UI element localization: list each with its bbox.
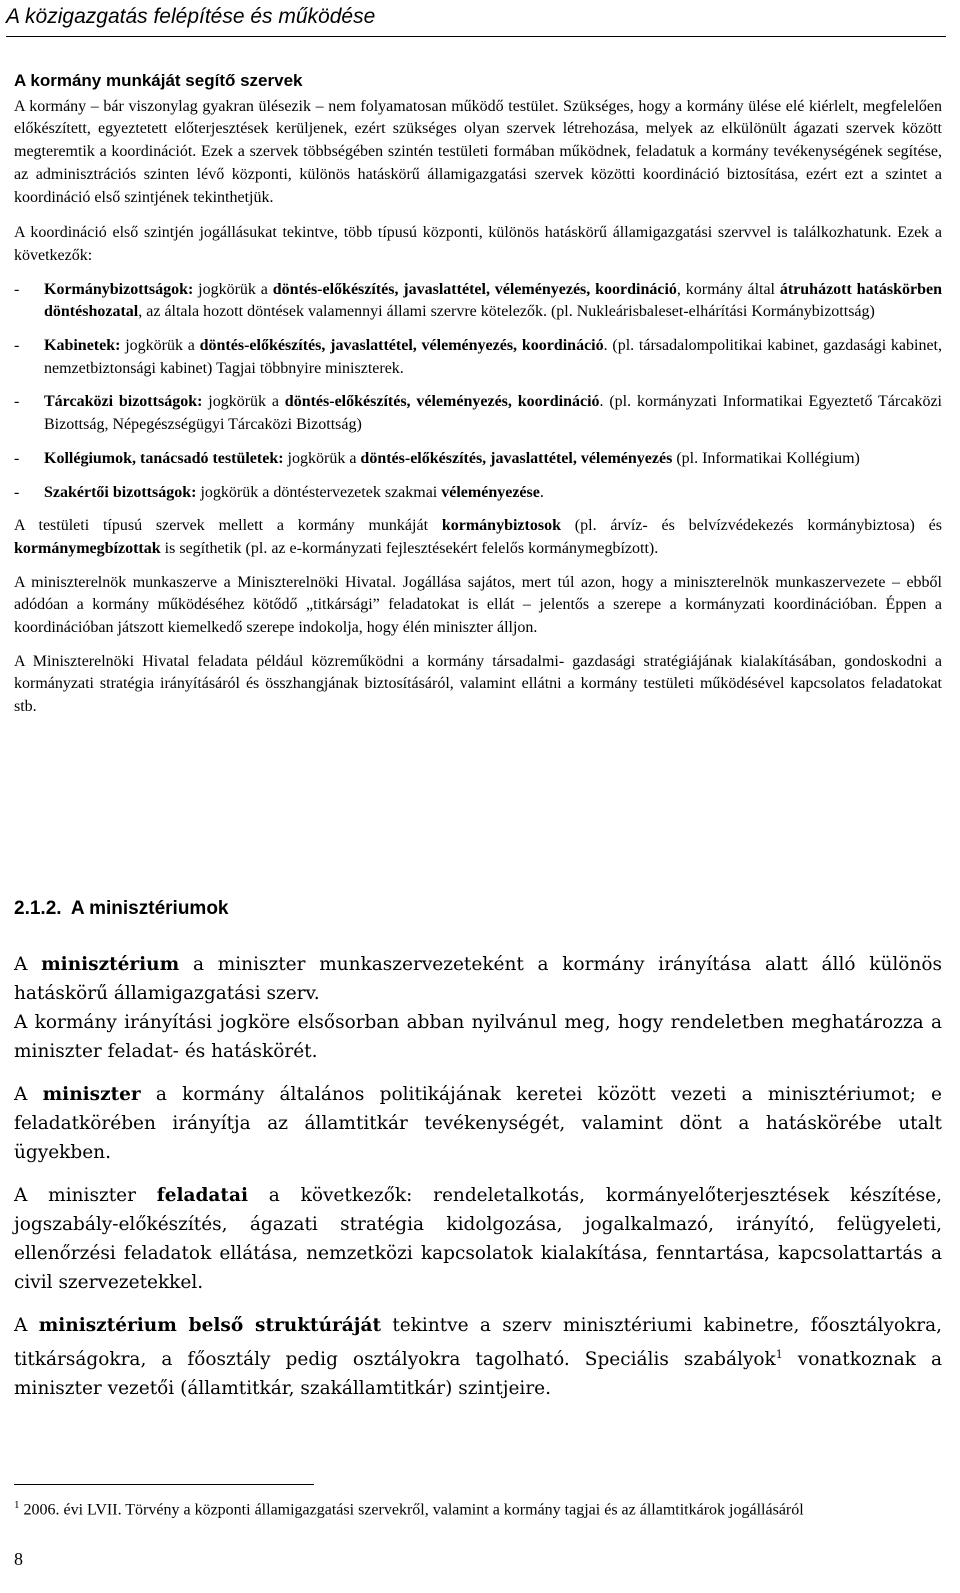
ministries-body: [14, 950, 942, 1403]
text-run: A: [14, 954, 42, 975]
bold-term: döntés-előkészítés, javaslattétel, véleményezés, koordináció: [199, 337, 604, 355]
list-dash: -: [14, 337, 20, 355]
bold-term: döntés-előkészítés, javaslattétel, véleményezés: [360, 449, 673, 467]
paragraph: A koordináció első szintjén jogállásukat tekintve, több típusú központi, különös hatáskörű államigazgatási szervvel is találkozhatunk. Ezek a következők:: [14, 224, 942, 264]
paragraph: [14, 1311, 942, 1403]
bold-term: Kabinetek:: [44, 337, 121, 355]
footnote-text: 2006. évi LVII. Törvény a központi államigazgatási szervekről, valamint a kormány tagjai és az államtitkárok jogállásáról: [19, 1501, 804, 1519]
paragraph: [14, 950, 942, 1008]
paragraph: [14, 1080, 942, 1167]
section-heading: A kormány munkáját segítő szervek: [14, 71, 303, 90]
bold-term: kormánybiztosok: [441, 517, 561, 535]
bold-term: véleményezése: [441, 483, 540, 501]
bold-term: Szakértői bizottságok:: [44, 483, 197, 501]
bold-term: Kollégiumok, tanácsadó testületek:: [44, 449, 284, 467]
text-run: A: [14, 1084, 43, 1105]
paragraph: [14, 515, 942, 560]
paragraph: A Miniszterelnöki Hivatal feladata például közreműködni a kormány társadalmi- gazdasági stratégiájának kialakításában, gondoskodni a kormányzati stratégia irányításáról és összhangjának biztosításáról, valamint ellátni a kormány testületi működésével kapcsolatos feladatokat stb.: [14, 652, 942, 716]
footnote-separator: [14, 1484, 314, 1485]
text-run: jogkörük a: [283, 449, 361, 467]
running-header-title: A közigazgatás felépítése és működése: [6, 5, 376, 28]
text-run: (pl. Informatikai Kollégium): [672, 449, 860, 467]
section-title-text: A minisztériumok: [70, 898, 229, 919]
text-run: . (pl. kormányzati Informatikai Egyeztető Tárcaközi Bizottság, Népegészségügyi Tárcaközi Bizottság): [44, 393, 943, 434]
paragraph: A kormány – bár viszonylag gyakran ülésezik – nem folyamatosan működő testület. Szükséges, hogy a kormány ülése elé kiérlelt, megfelelően előkészített, egyeztetett előterjesztések kerüljenek, ezért szükséges olyan szervek létrehozása, melyek az elkülönült ágazati szervek között megteremtik a koordinációt. Ezek a szervek többségében szintén testületi formában működnek, feladatuk a kormány tevékenységének segítése, az adminisztrációs szinten lévő központi, különös hatáskörű államigazgatási szervek közötti koordináció biztosítása, ezért ezt a szintet a koordináció első szintjének tekinthetjük.: [14, 97, 942, 206]
bold-term: minisztérium belső struktúráját: [38, 1315, 381, 1336]
bold-term: átruházott hatáskörben döntéshozatal: [44, 280, 943, 321]
list-item: [14, 391, 942, 436]
paragraph: [14, 1181, 942, 1297]
bold-term: minisztérium: [41, 954, 180, 975]
text-run: , az általa hozott döntések valamennyi állami szervre kötelezők. (pl. Nukleárisbaleset-elhárítási Kormánybizottság): [138, 303, 875, 321]
organ-type-list: [14, 279, 942, 505]
paragraph: A kormány irányítási jogköre elsősorban abban nyilvánul meg, hogy rendeletben meghatározza a miniszter feladat- és hatáskörét.: [14, 1012, 942, 1062]
running-header: [6, 4, 946, 37]
list-dash: -: [14, 483, 20, 501]
text-run: jogkörük a döntéstervezetek szakmai: [196, 483, 442, 501]
section-ministries: [14, 898, 942, 920]
text-run: A: [14, 1315, 39, 1336]
bold-term: feladatai: [156, 1185, 248, 1206]
text-run: A testületi típusú szervek mellett a kormány munkáját: [14, 517, 442, 535]
text-run: (pl. árvíz- és belvízvédekezés kormánybiztosa) és: [560, 517, 942, 535]
text-run: is segíthetik (pl. az e-kormányzati fejlesztésekért felelős kormánymegbízott).: [160, 539, 659, 557]
bold-term: kormánymegbízottak: [14, 539, 161, 557]
text-run: tekintve a szerv minisztériumi kabinetre, főosztályokra, titkárságokra, a főosztály pedig osztályokra tagolható. Speciális szabályok: [14, 1315, 943, 1371]
text-run: a miniszter munkaszervezeteként a kormány irányítása alatt álló különös hatáskörű államigazgatási szerv.: [14, 954, 942, 1004]
list-dash: -: [14, 393, 20, 411]
bold-term: miniszter: [42, 1084, 141, 1105]
footnote: [14, 1494, 942, 1521]
text-run: jogkörük a: [202, 393, 285, 411]
paragraph: A miniszterelnök munkaszerve a Miniszterelnöki Hivatal. Jogállása sajátos, mert túl azon, hogy a miniszterelnök munkaszervezete – ebből adódóan a kormány működéséhez kötődő „titkársági” feladatokat is ellát – jelentős a szerepe a kormányzati koordinációban. Éppen a koordinációban játszott kiemelkedő szerepe indokolja, hogy élén miniszter álljon.: [14, 573, 942, 637]
section-support-bodies: [14, 70, 942, 719]
bold-term: Kormánybizottságok:: [44, 280, 194, 298]
list-item: [14, 482, 942, 505]
list-dash: -: [14, 280, 20, 298]
bold-term: döntés-előkészítés, javaslattétel, véleményezés, koordináció: [272, 280, 677, 298]
list-dash: -: [14, 449, 20, 467]
text-run: a következők: rendeletalkotás, kormányelőterjesztések készítése, jogszabály-előkészítés, ágazati stratégia kidolgozása, jogalkalmazó, irányító, felügyeleti, ellenőrzési feladatok ellátása, nemzetközi kapcsolatok kialakítása, fenntartása, kapcsolattartás a civil szervezetekkel.: [14, 1185, 942, 1293]
footnote-reference[interactable]: 1: [775, 1348, 783, 1361]
section-title: [14, 898, 942, 920]
text-run: a kormány általános politikájának keretei között vezeti a minisztériumot; e feladatkörében irányítja az államtitkár tevékenységét, valamint dönt a hatáskörébe utalt ügyekben.: [14, 1084, 943, 1163]
list-item: [14, 335, 942, 380]
bold-term: döntés-előkészítés, véleményezés, koordináció: [284, 393, 600, 411]
text-run: . (pl. társadalompolitikai kabinet, gazdasági kabinet, nemzetbiztonsági kabinet) Tagjai többnyire miniszterek.: [44, 337, 942, 377]
text-run: A miniszter: [14, 1185, 157, 1206]
text-run: jogkörük a: [120, 337, 200, 355]
text-run: .: [539, 483, 544, 501]
section-number: 2.1.2.: [14, 898, 62, 919]
list-item: [14, 279, 942, 324]
bold-term: Tárcaközi bizottságok:: [44, 393, 203, 411]
list-item: [14, 448, 942, 471]
text-run: , kormány által: [676, 280, 780, 298]
page-number: 8: [14, 1549, 23, 1569]
footnote-mark: 1: [14, 1499, 20, 1511]
paragraph-end: vonatkoznak a miniszter vezetői (államtitkár, szakállamtitkár) szintjeire.: [14, 1349, 942, 1400]
text-run: jogkörük a: [193, 280, 273, 298]
